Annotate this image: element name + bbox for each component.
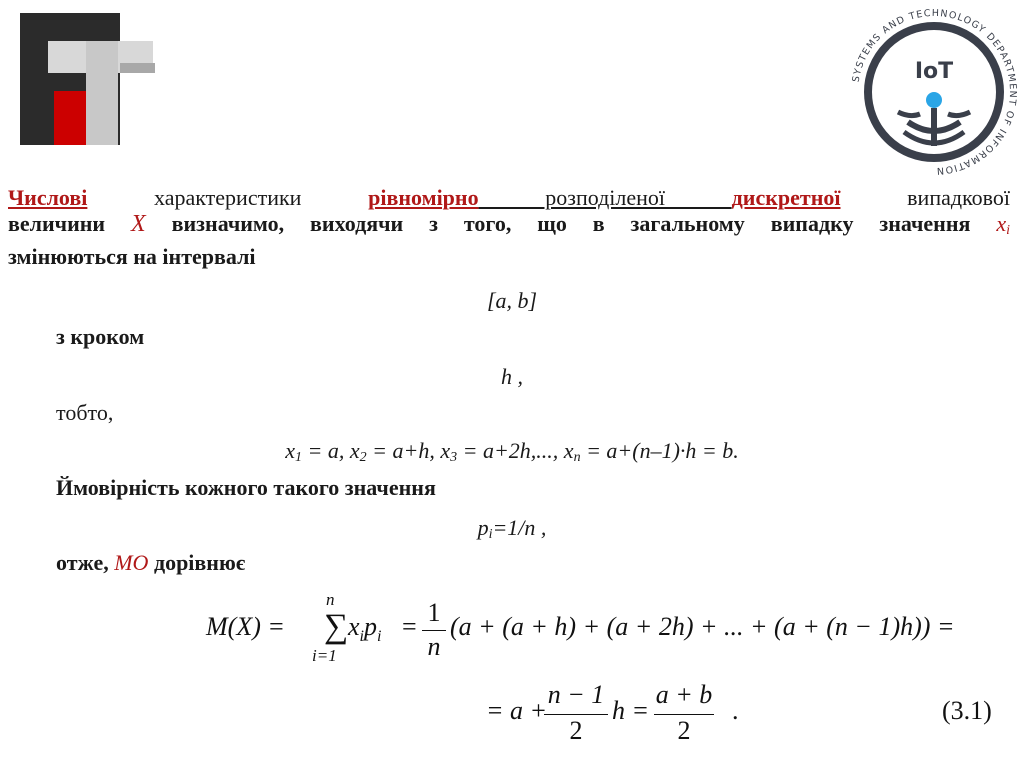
frac1-num: 1 [427,598,441,627]
that-is-label: тобто, [56,400,114,425]
frac3-num: a + b [655,680,713,709]
word-distributed: розподіленої [478,185,732,210]
mo-abbr: МО [114,550,149,575]
intro-paragraph [8,185,1010,270]
word-characteristics: характеристики [154,185,302,210]
term-numeric: Числові [8,185,88,210]
sum-upper: n [326,590,335,609]
frac1-bar [422,630,446,631]
paragraph-line-1 [8,185,1010,211]
logo-ring-text: SYSTEMS AND TECHNOLOGY DEPARTMENT OF INFORMATION [850,7,1019,177]
var-xi [996,211,1010,236]
iot-logo-graphic [848,6,1020,178]
frac3-den: 2 [677,716,691,745]
word-quantity: величини [8,211,106,236]
interval-text: [a, b] [486,288,538,313]
formula-bracket: (a + (a + h) + (a + 2h) + ... + (a + (n − 1)h)) = [450,612,955,641]
term-uniform: рівномірно [368,185,479,210]
formula-line-2 [486,676,1016,756]
frac2-num: n − 1 [547,680,605,709]
paragraph-line-2 [8,211,1010,244]
sequence-row [0,438,1024,471]
interval [0,288,1024,314]
frac2-bar [544,714,608,715]
sum-lower: i=1 [312,646,337,665]
mo-line [56,550,245,576]
var-X: X [131,211,146,237]
sequence: $x_1 = a$, $x_2 = a+h$, $x_3 = a+2h$,..., $x_n = a+(n-1)\cdot h = b$. [285,438,739,465]
var-x-sub: i [1006,223,1010,238]
equation-number: (3.1) [942,696,992,725]
frac3-bar [654,714,714,715]
term-discrete: дискретної [731,185,841,210]
mo-after: дорівнює [148,550,246,575]
step-value: h , [501,364,523,389]
formula-eq: = [402,612,417,641]
fit-logo-graphic [20,13,155,145]
iot-logo-text: IoT [914,59,954,84]
step-label: з кроком [56,324,145,349]
after-frac2: h = [612,696,650,725]
line2-start: = a + [486,696,548,725]
sum-term: $x_ip_i$ [348,612,382,646]
line2-text: визначимо, виходячи з того, що в загальному випадку значення [171,211,971,236]
formula-lhs: M(X) = [206,612,285,641]
frac1-den: n [427,632,441,661]
probability-row [0,515,1024,548]
word-random: випадкової [907,185,1010,210]
iot-department-logo [848,6,1020,178]
mo-before: отже, [56,550,115,575]
probability-label: Ймовірність кожного такого значення [56,475,436,500]
probability-formula: $p_i=1/n$ , [477,515,547,542]
fit-logo [20,13,155,145]
paragraph-line-3: змінюються на інтервалі [8,244,256,269]
sum-sign: ∑ [324,608,349,645]
step-value-row [0,364,1024,390]
svg-text:SYSTEMS AND TECHNOLOGY DEPARTM [851,8,1018,176]
formula-line-1 [206,592,986,672]
frac2-den: 2 [569,716,583,745]
formula-dot: . [732,696,739,725]
var-x: x [996,211,1007,236]
